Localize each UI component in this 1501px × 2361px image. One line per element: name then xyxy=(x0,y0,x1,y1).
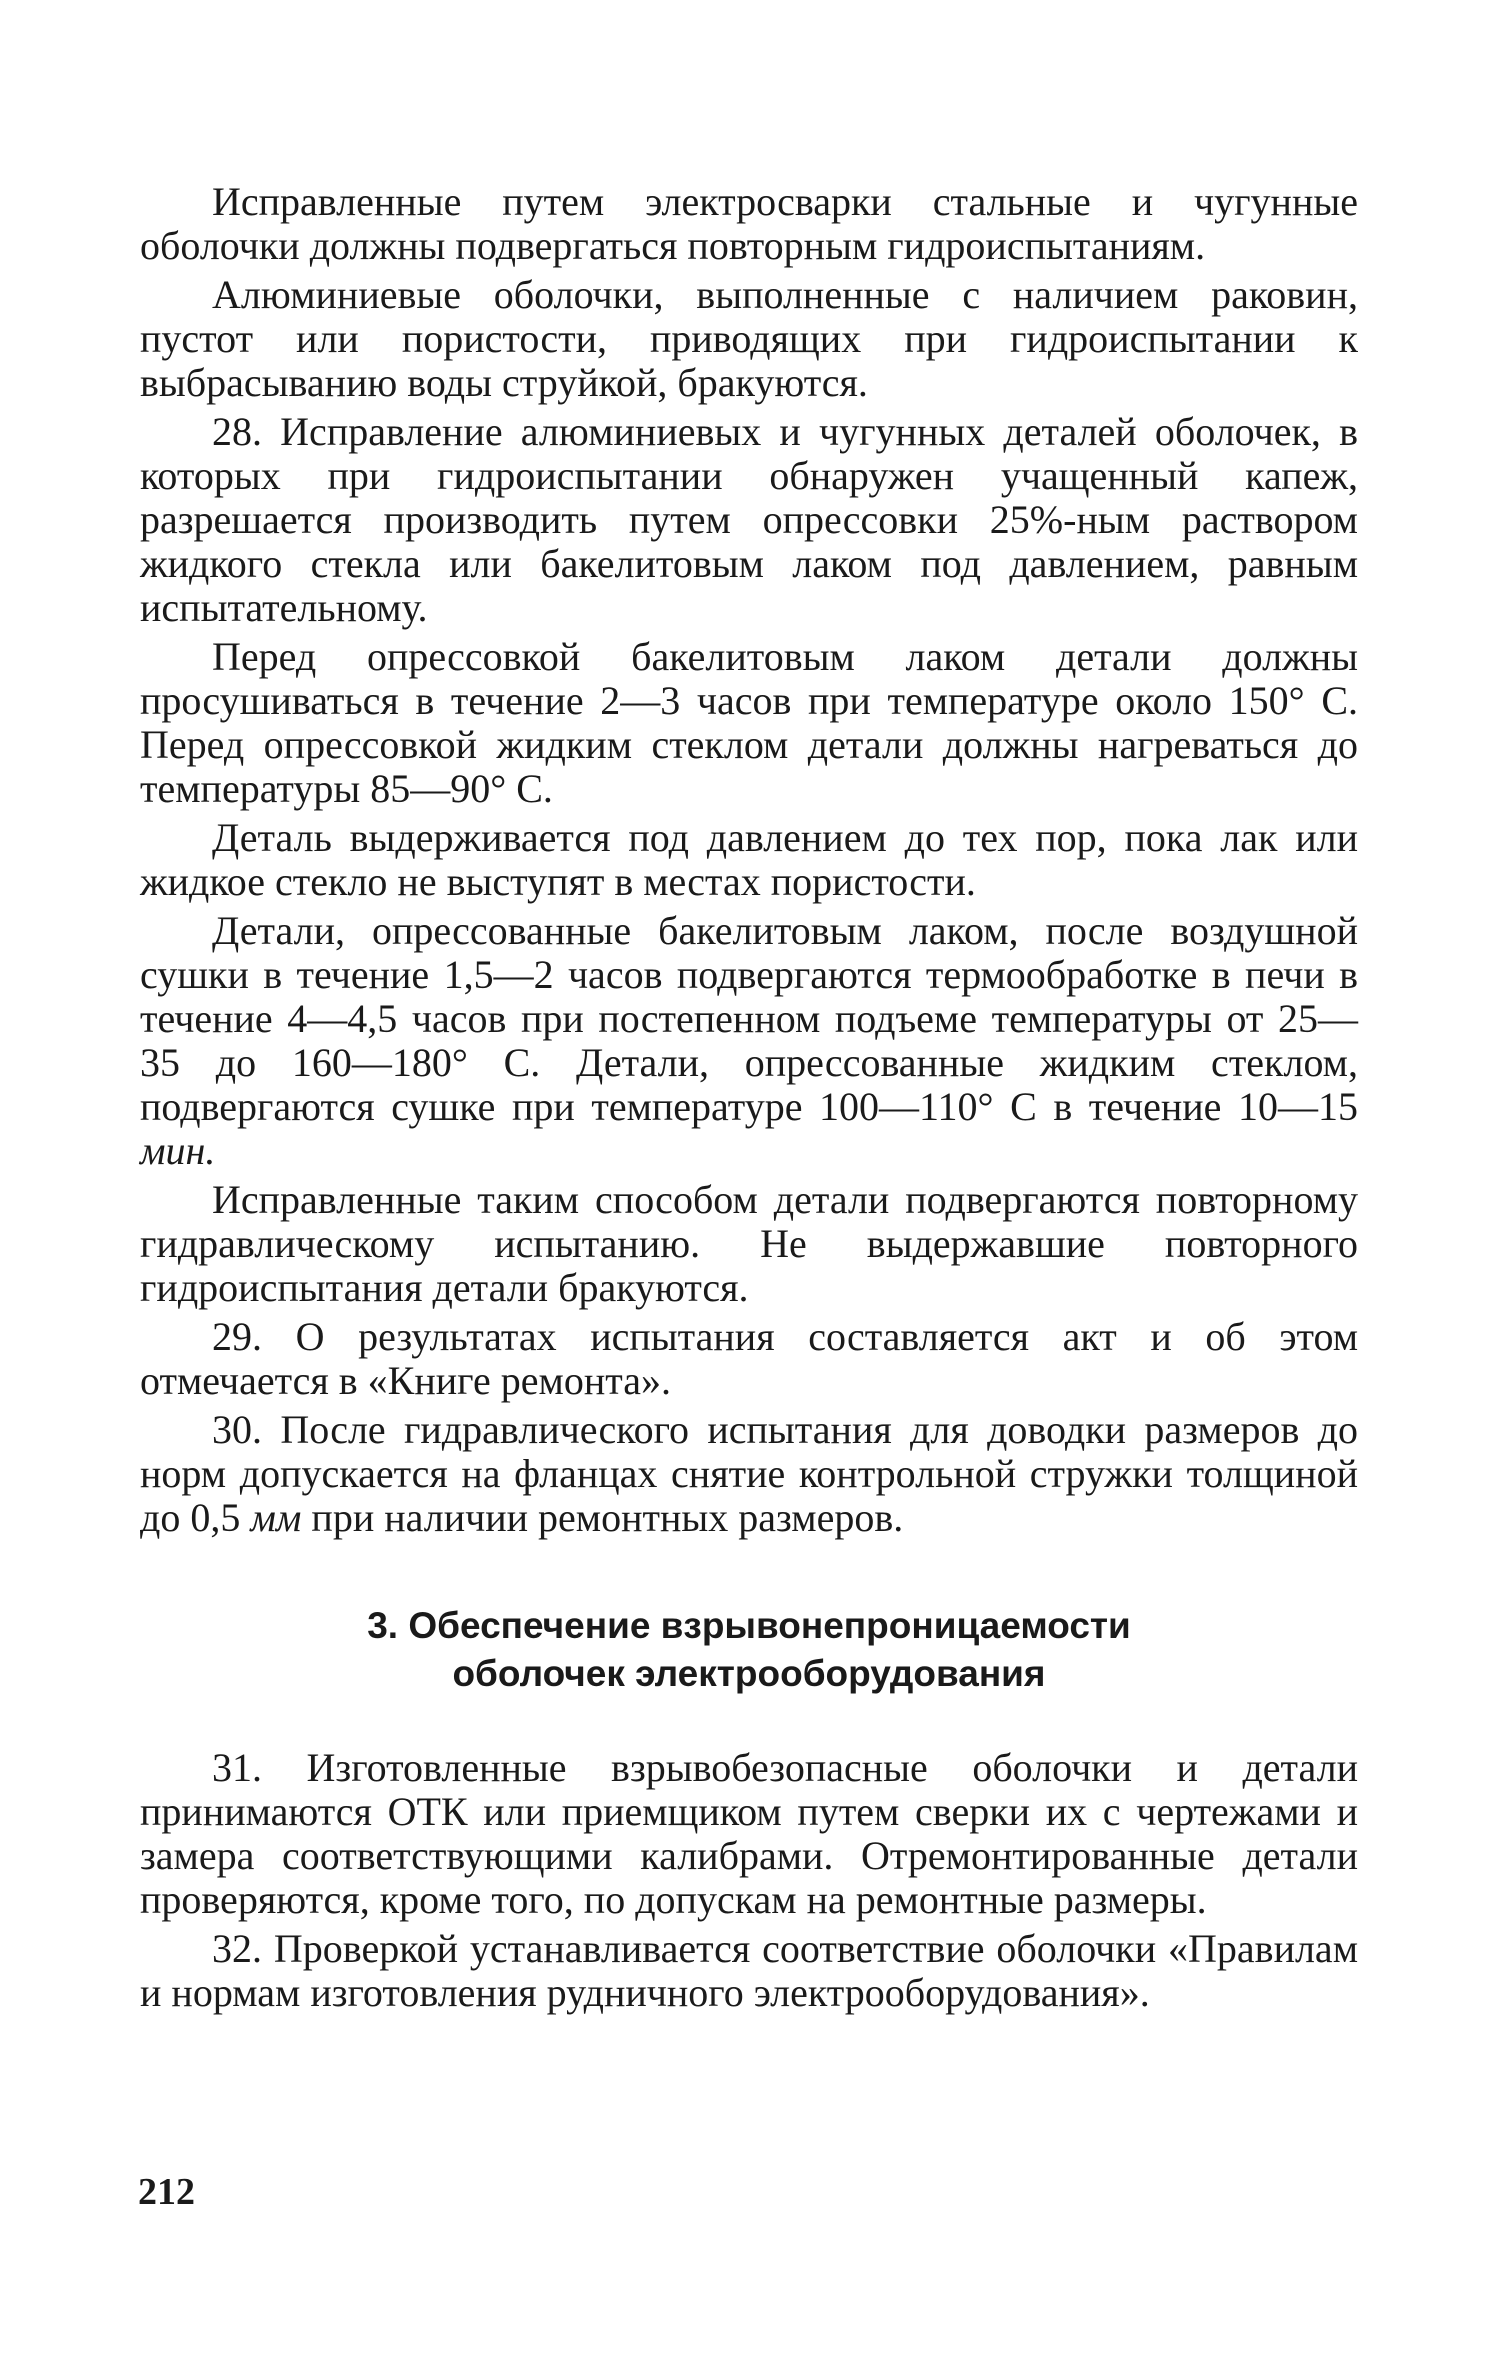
thermal-text: Детали, опрессованные бакелитовым лаком, после воздушной сушки в течение 1,5—2 часов подвергаются термообработке в печи в течение 4—4,5 часов при постепенном подъеме температуры от 25—35 до 160—180° С. Детали, опрессованные жидким стеклом, подвергаются сушке при температуре 100—110° С в течение 10—15 xyxy=(140,908,1358,1129)
paragraph-item-28: 28. Исправление алюминиевых и чугунных деталей оболочек, в которых при гидроиспытании обнаружен учащенный капеж, разрешается производить путем опрессовки 25%-ным раствором жидкого стекла или бакелитовым лаком под давлением, равным испытательному. xyxy=(140,409,1358,630)
paragraph-retest: Исправленные таким способом детали подвергаются повторному гидравлическому испытанию. Не выдержавшие повторного гидроиспытания детали бракуются. xyxy=(140,1177,1358,1310)
paragraph-item-30 xyxy=(140,1408,1358,1540)
unit-mm: мм xyxy=(250,1495,302,1540)
section-heading xyxy=(140,1602,1358,1698)
paragraph-item-32: 32. Проверкой устанавливается соответствие оболочки «Правилам и нормам изготовления рудничного электрооборудования». xyxy=(140,1926,1358,2015)
paragraph-aluminium-shells: Алюминиевые оболочки, выполненные с наличием раковин, пустот или пористости, приводящих при гидроиспытании к выбрасыванию воды струйкой, бракуются. xyxy=(140,272,1358,405)
paragraph-drying: Перед опрессовкой бакелитовым лаком детали должны просушиваться в течение 2—3 часов при температуре около 150° С. Перед опрессовкой жидким стеклом детали должны нагреваться до температуры 85—90° С. xyxy=(140,634,1358,811)
page-number: 212 xyxy=(138,2171,195,2213)
paragraph-thermal-treatment xyxy=(140,909,1358,1173)
paragraph-item-31: 31. Изготовленные взрывобезопасные оболочки и детали принимаются ОТК или приемщиком путем сверки их с чертежами и замера соответствующими калибрами. Отремонтированные детали проверяются, кроме того, по допускам на ремонтные размеры. xyxy=(140,1745,1358,1922)
paragraph-steel-cast-iron: Исправленные путем электросварки стальные и чугунные оболочки должны подвергаться повторным гидроиспытаниям. xyxy=(140,179,1358,268)
paragraph-pressure-hold: Деталь выдерживается под давлением до тех пор, пока лак или жидкое стекло не выступят в местах пористости. xyxy=(140,815,1358,904)
page-body xyxy=(140,180,1358,2020)
item-30-text-after: при наличии ремонтных размеров. xyxy=(311,1495,904,1540)
paragraph-item-29: 29. О результатах испытания составляется акт и об этом отмечается в «Книге ремонта». xyxy=(140,1314,1358,1403)
section-heading-line-2: оболочек электрооборудования xyxy=(452,1653,1046,1694)
unit-minutes: мин. xyxy=(140,1128,216,1173)
section-heading-line-1: 3. Обеспечение взрывонепроницаемости xyxy=(367,1605,1131,1646)
item-30-text-before: 30. После гидравлического испытания для доводки размеров до норм допускается на фланцах снятие контрольной стружки толщиной до 0,5 xyxy=(140,1407,1358,1540)
